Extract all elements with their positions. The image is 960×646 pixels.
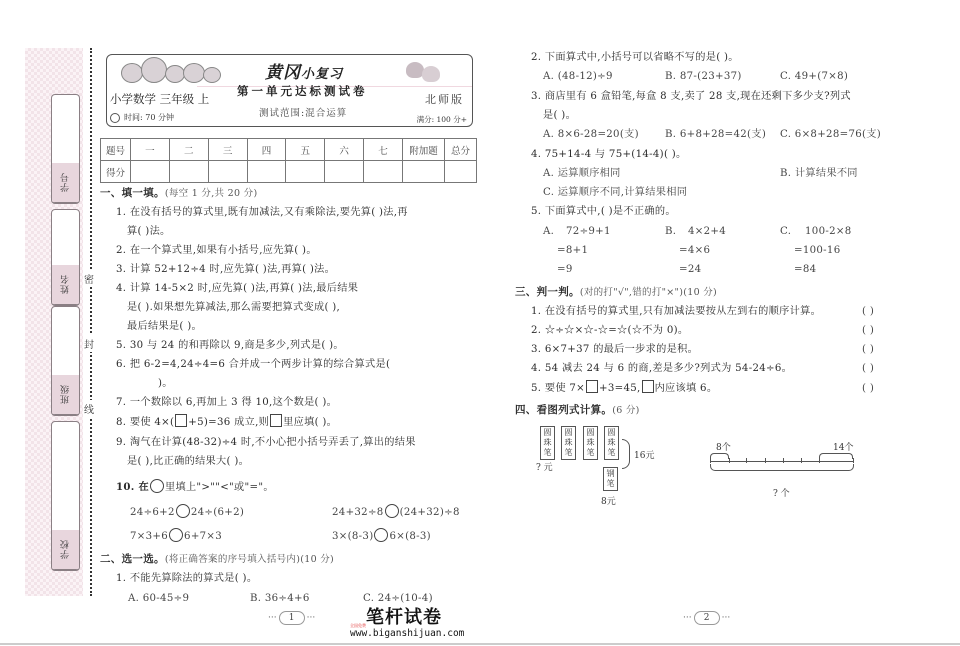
student-id-label: 学号: [52, 163, 79, 203]
blank-box-icon[interactable]: [270, 414, 282, 427]
school-box[interactable]: [51, 421, 80, 571]
segment-line: [710, 461, 854, 462]
student-id-box[interactable]: [51, 94, 80, 204]
s2-q3-option-b: B. 6+8+28=42(支): [665, 129, 767, 140]
s1-q9-line1: 9. 淘气在计算(48-32)÷4 时,不小心把小括号弄丢了,算出的结果: [116, 437, 416, 448]
s2-q2-option-a: A. (48-12)÷9: [543, 71, 613, 82]
score-input-cell[interactable]: [169, 161, 208, 183]
section1-heading: [100, 183, 257, 204]
student-name-label: 姓名: [52, 265, 79, 305]
s2-q2: 2. 下面算式中,小括号可以省略不写的是( )。: [531, 52, 739, 63]
s3-item-1: 1. 在没有括号的算式里,只有加减法要按从左到右的顺序计算。: [531, 306, 822, 317]
s2-q1-option-c: C. 24÷(10-4): [363, 593, 433, 604]
left-brace: [710, 453, 729, 459]
score-input-cell[interactable]: [364, 161, 403, 183]
s2-q5-option-a-label: A.: [543, 226, 555, 237]
section4-note: (6 分): [612, 405, 640, 416]
compare-left: 7×3+6: [130, 531, 169, 542]
student-name-box[interactable]: [51, 209, 80, 306]
class-box[interactable]: [51, 306, 80, 416]
score-cell: 得分: [101, 161, 131, 183]
score-cell: 三: [208, 139, 247, 161]
edition: 北师版: [425, 93, 464, 106]
compare-right: 24÷(6+2): [190, 507, 245, 518]
s1-q10: [116, 477, 274, 498]
s3-q5-mid: +3=45,: [599, 383, 641, 394]
s2-q1-option-a: A. 60-45÷9: [128, 593, 190, 604]
s3-answer-bracket-2[interactable]: ( ): [862, 325, 875, 336]
left-segment-label: 8个: [716, 443, 731, 453]
unit-title: 第一单元达标测试卷: [237, 84, 368, 98]
s2-q3-option-c: C. 6×8+28=76(支): [780, 129, 882, 140]
s1-q1-line1: 1. 在没有括号的算式里,既有加减法,又有乘除法,要先算( )法,再: [116, 207, 408, 218]
brand-main: 黄冈: [265, 63, 301, 83]
s2-q5-option-c-line: 100-2×8: [805, 226, 852, 237]
s2-q5-option-c-label: C.: [780, 226, 792, 237]
compare-item-1: [130, 503, 244, 523]
s2-q5-option-b-line: =24: [679, 264, 702, 275]
compare-left: 24+32÷8: [332, 507, 384, 518]
section4-heading: [515, 400, 640, 421]
s3-item-4: 4. 54 减去 24 与 6 的商,差是多少?列式为 54-24÷6。: [531, 363, 793, 374]
test-scope: 测试范围:混合运算: [259, 108, 348, 119]
s2-q5: 5. 下面算式中,( )是不正确的。: [531, 206, 676, 217]
s3-q5-post: 内应该填 6。: [654, 383, 718, 394]
score-cell: 六: [325, 139, 364, 161]
brand-title: [265, 58, 343, 83]
compare-right: 6+7×3: [184, 531, 223, 542]
compare-left: 3×(8-3): [332, 531, 374, 542]
s3-item-5: [531, 379, 717, 399]
children-faces-illustration: [119, 57, 229, 85]
circle-icon: [150, 479, 164, 493]
score-cell: 七: [364, 139, 403, 161]
section3-heading: [515, 282, 717, 303]
pen-price-label: ? 元: [536, 463, 553, 473]
ballpoint-pen-icon: 圆珠笔: [540, 426, 555, 460]
subject-grade: 小学数学 三年级 上: [110, 92, 210, 106]
score-cell: 题号: [101, 139, 131, 161]
full-score: 满分: 100 分+: [416, 115, 467, 124]
ballpoint-pen-icon: 圆珠笔: [583, 426, 598, 460]
cloud-icon: 1: [279, 611, 305, 625]
right-brace: [819, 453, 853, 459]
seal-char-mi: 密: [84, 270, 94, 287]
score-cell: 总分: [445, 139, 477, 161]
compare-right: 6×(8-3): [389, 531, 431, 542]
s2-q5-option-a-line: 72÷9+1: [566, 226, 611, 237]
compare-circle-input[interactable]: [374, 528, 388, 542]
compare-circle-input[interactable]: [169, 528, 183, 542]
class-label: 班级: [52, 375, 79, 415]
time-text: 时间: 70 分钟: [124, 113, 174, 122]
page-number-left: ··· 1 ···: [268, 613, 316, 623]
blank-box-icon[interactable]: [175, 414, 187, 427]
site-tag: 全国免费: [350, 623, 366, 628]
brand-sub: 小复习: [301, 67, 344, 82]
s2-q1: 1. 不能先算除法的算式是( )。: [116, 573, 258, 584]
seal-line: [90, 48, 92, 596]
s2-q5-option-c-line: =84: [794, 264, 817, 275]
s1-q8-mid: +5)=36 成立,则: [188, 417, 270, 428]
s1-q4-line1: 4. 计算 14-5×2 时,应先算( )法,再算( )法,最后结果: [116, 283, 359, 294]
score-table: [100, 138, 477, 183]
steel-pen-price-label: 8元: [601, 497, 616, 507]
s2-q5-option-b-line: =4×6: [679, 245, 711, 256]
s2-q5-option-b-line: 4×2+4: [688, 226, 727, 237]
right-segment-label: 14个: [833, 443, 854, 453]
compare-circle-input[interactable]: [385, 504, 399, 518]
s1-q4-line3: 最后结果是( )。: [127, 321, 203, 332]
compare-right: (24+32)÷8: [399, 507, 460, 518]
s1-q10-pre: 10. 在: [116, 481, 149, 493]
s2-q5-option-a-line: =8+1: [557, 245, 589, 256]
score-cell: 一: [131, 139, 170, 161]
s1-q8-pre: 8. 要使 4×(: [116, 417, 175, 428]
compare-circle-input[interactable]: [176, 504, 190, 518]
score-cell: 二: [169, 139, 208, 161]
compare-item-2: [332, 503, 460, 523]
score-input-cell[interactable]: [208, 161, 247, 183]
total-price-label: 16元: [634, 451, 655, 461]
exam-header: [106, 54, 473, 127]
score-table-score-row: [101, 161, 477, 183]
s3-answer-bracket-1[interactable]: ( ): [862, 306, 875, 317]
s3-q5-pre: 5. 要使 7×: [531, 383, 585, 394]
score-table-header-row: [101, 139, 477, 161]
score-input-cell[interactable]: [325, 161, 364, 183]
s2-q4-option-a: A. 运算顺序相同: [543, 168, 621, 179]
fountain-pen-icon: 钢笔: [603, 467, 618, 491]
s1-q3: 3. 计算 52+12÷4 时,应先算( )法,再算( )法。: [116, 264, 336, 275]
compare-item-3: [130, 527, 222, 547]
s2-q5-option-b-label: B.: [665, 226, 677, 237]
score-cell: 四: [247, 139, 286, 161]
s2-q3-option-a: A. 8×6-28=20(支): [543, 129, 639, 140]
score-input-cell[interactable]: [445, 161, 477, 183]
s2-q2-option-c: C. 49+(7×8): [780, 71, 849, 82]
section1-title: 一、填一填。: [100, 187, 165, 199]
total-brace: [710, 464, 854, 471]
compare-item-4: [332, 527, 431, 547]
s1-q2: 2. 在一个算式里,如果有小括号,应先算( )。: [116, 245, 317, 256]
right-brace: [622, 439, 630, 469]
compare-left: 24÷6+2: [130, 507, 175, 518]
score-cell: 五: [286, 139, 325, 161]
s2-q4-option-c: C. 运算顺序不同,计算结果相同: [543, 187, 688, 198]
heart-balloons-icon: [402, 60, 452, 94]
score-cell: 附加题: [403, 139, 445, 161]
section2-note: (将正确答案的序号填入括号内)(10 分): [164, 554, 335, 565]
s2-q4-option-b: B. 计算结果不同: [780, 168, 858, 179]
blank-box-icon: [586, 380, 598, 393]
s2-q1-option-b: B. 36÷4+6: [250, 593, 310, 604]
ballpoint-pen-icon: 圆珠笔: [604, 426, 619, 460]
section1-note: (每空 1 分,共 20 分): [164, 188, 258, 199]
page-number-right: ··· 2 ···: [683, 613, 731, 623]
site-title: 笔杆试卷: [366, 607, 442, 628]
s3-answer-bracket-3[interactable]: ( ): [862, 344, 875, 355]
score-input-cell[interactable]: [131, 161, 170, 183]
seal-char-feng: 封: [84, 335, 94, 352]
s1-q6-line1: 6. 把 6-2=4,24÷4=6 合并成一个两步计算的综合算式是(: [116, 359, 391, 370]
cloud-icon: 2: [694, 611, 720, 625]
s2-q4: 4. 75+14-4 与 75+(14-4)( )。: [531, 149, 687, 160]
total-count-label: ? 个: [773, 489, 790, 499]
s3-item-2: 2. ☆÷☆×☆-☆=☆(☆不为 0)。: [531, 325, 689, 336]
s1-q6-line2: )。: [158, 378, 173, 389]
s1-q8-post: 里应填( )。: [283, 417, 338, 428]
school-label: 学校: [52, 530, 79, 570]
bottom-divider: [0, 643, 960, 645]
s2-q5-option-c-line: =100-16: [794, 245, 841, 256]
section3-note: (对的打"√",错的打"×")(10 分): [579, 287, 718, 298]
score-input-cell[interactable]: [403, 161, 445, 183]
s1-q8: [116, 413, 337, 433]
score-input-cell[interactable]: [247, 161, 286, 183]
time-limit: [110, 112, 174, 123]
blank-box-icon: [642, 380, 654, 393]
s3-answer-bracket-5[interactable]: ( ): [862, 383, 875, 394]
s2-q3-line2: 是( )。: [543, 110, 577, 121]
s2-q5-option-a-line: =9: [557, 264, 573, 275]
s1-q1-line2: 算( )法。: [127, 226, 171, 237]
ballpoint-pen-icon: 圆珠笔: [561, 426, 576, 460]
s1-q7: 7. 一个数除以 6,再加上 3 得 10,这个数是( )。: [116, 397, 338, 408]
s3-answer-bracket-4[interactable]: ( ): [862, 363, 875, 374]
s1-q9-line2: 是( ),比正确的结果大( )。: [127, 456, 250, 467]
s3-item-3: 3. 6×7+37 的最后一步求的是积。: [531, 344, 699, 355]
s1-q5: 5. 30 与 24 的和再除以 9,商是多少,列式是( )。: [116, 340, 344, 351]
section2-heading: [100, 549, 334, 570]
alarm-clock-icon: [110, 113, 120, 123]
section3-title: 三、判一判。: [515, 286, 580, 298]
s1-q4-line2: 是( ).如果想先算减法,那么需要把算式变成( ),: [127, 302, 341, 313]
s2-q2-option-b: B. 87-(23+37): [665, 71, 742, 82]
section2-title: 二、选一选。: [100, 553, 165, 565]
s2-q3-line1: 3. 商店里有 6 盒铅笔,每盒 8 支,卖了 28 支,现在还剩下多少支?列式: [531, 91, 851, 102]
site-url[interactable]: www.biganshijuan.com: [350, 628, 465, 639]
section4-title: 四、看图列式计算。: [515, 404, 613, 416]
seal-char-xian: 线: [84, 400, 94, 417]
s1-q10-post: 里填上">""<"或"="。: [164, 482, 274, 493]
score-input-cell[interactable]: [286, 161, 325, 183]
